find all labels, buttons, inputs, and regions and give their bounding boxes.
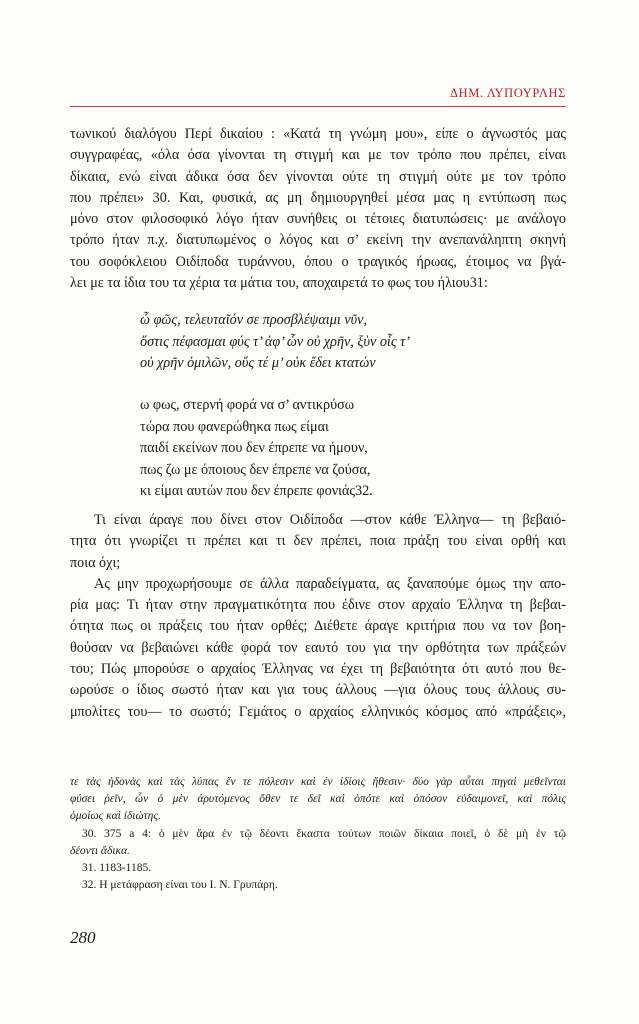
text-line: τητα ότι γνωρίζει τι πρέπει και τι δεν πρέπει, ποια πράξη του είναι ορθή και: [70, 533, 566, 550]
verse-line: ω φως, στερνή φορά να σ’ αντικρύσω: [140, 397, 355, 413]
text-line: ποια όχι;: [70, 554, 121, 571]
verse-line: ὦ φῶς, τελευταῖόν σε προσβλέψαιμι νῦν,: [140, 312, 368, 328]
verse-line: πως ζω με όποιους δεν έπρεπε να ζούσα,: [140, 461, 371, 478]
text-line: λει με τα ίδια του τα χέρια τα μάτια του, αποχαιρετά το φως του ήλιου31:: [70, 275, 488, 292]
text-line: μπολίτες του— το σωστό; Γεμάτος ο αρχαίος ελληνικός κόσμος από «πράξεις»,: [70, 703, 566, 720]
verse-line: κι είμαι αυτών που δεν έπρεπε φονιάς32.: [140, 483, 373, 499]
verse-line: τώρα που φανερώθηκα πως είμαι: [140, 418, 329, 435]
verse-line: ὅστις πέφασμαι φύς τ’ ἀφ’ ὧν οὐ χρῆν, ξὺν οἷς τ’: [140, 333, 410, 350]
footnotes: [70, 774, 566, 894]
text-line: ρία μας: Τι ήταν στην πραγματικότητα που έδινε στον αρχαίο Έλληνα τη βεβαι-: [70, 597, 566, 614]
footnote-32: 32. Η μετάφραση είναι του Ι. Ν. Γρυπάρη.: [82, 879, 278, 892]
text-line: συγγραφέας, «όλα όσα γίνονται τη στιγμή και με τον τρόπο που πρέπει, είναι: [70, 147, 566, 164]
page-number: 280: [70, 928, 96, 947]
text-line: που πρέπει» 30. Και, φυσικά, ας μη δημιουργηθεί μέσα μας η εντύπωση πως: [70, 189, 566, 206]
text-line: του σοφόκλειου Οιδίποδα τυράννου, όπου ο τραγικός ήρωας, έτοιμος να βγά-: [70, 253, 566, 270]
text-line: τρόπο ήταν π.χ. διατυπωμένος ο λόγος και σ’ εκείνη την ανεπανάληπτη σκηνή: [70, 232, 566, 249]
verse-line: παιδί εκείνων που δεν έπρεπε να ήμουν,: [140, 440, 368, 456]
greek-verse: [140, 310, 410, 375]
paragraph-1: [70, 124, 566, 294]
text-line: θούσαν να βεβαιώνει κάθε φορά τον εαυτό του για την ορθότητα των πράξεών: [70, 639, 566, 656]
footnote-31: 31. 1183-1185.: [82, 861, 152, 874]
footnote-line: ὁμοίως καὶ ἰδιώτης.: [70, 810, 161, 823]
text-line: δίκαια, ενώ είναι άδικα όσα δεν γίνονται ούτε τη στιγμή ούτε με τον τρόπο: [70, 168, 566, 185]
text-line: Ας μην προχωρήσουμε σε άλλα παραδείγματα, ας ξαναπούμε όμως την απο-: [94, 575, 566, 592]
paragraph-2: [70, 510, 566, 723]
text-line: ωρούσε ο ίδιος σωστό ήταν και για τους άλλους —για όλους τους άλλους συ-: [70, 682, 566, 699]
footnote-30: 30. 375 a 4: ὁ μὲν ἄρα ἐν τῷ δέοντι ἕκαστα τούτων ποιῶν δίκαια ποιεῖ, ὁ δὲ μὴ ἐν τῷ: [82, 827, 566, 840]
text-line: μόνο στον φιλοσοφικό λόγο ήταν συνήθεις οι τέτοιες διατυπώσεις· με ανάλογο: [70, 211, 566, 228]
text-line: του; Πώς μπορούσε ο αρχαίος Έλληνας να έχει τη βεβαιότητα ότι αυτό που θε-: [70, 661, 566, 678]
header-rule: [70, 106, 566, 107]
text-line: Τι είναι άραγε που δίνει στον Οιδίποδα —στον κάθε Έλληνα— τη βεβαιό-: [94, 512, 566, 528]
running-head: ΔΗΜ. ΛΥΠΟΥΡΛΗΣ: [450, 86, 566, 100]
footnote-line: τε τὰς ἡδονὰς καὶ τὰς λύπας ἔν τε πόλεσιν καὶ ἐν ἰδίοις ἤθεσιν· δύο γὰρ αὗται πηγαὶ μεθεῖνται: [70, 776, 566, 788]
verse-line: οὐ χρῆν ὁμιλῶν, οὕς τέ μ’ οὐκ ἔδει κτατών: [140, 355, 376, 371]
text-line: ότητα πως οι πράξεις του ήταν ορθές; Διέθετε άραγε κριτήρια που να τον βοη-: [70, 618, 566, 635]
footnote-line: δέοντι ἄδικα.: [70, 844, 130, 857]
verse-translation: [140, 395, 373, 503]
footnote-line: φύσει ῥεῖν, ὧν ὁ μὲν ἀρυτόμενος ὅθεν τε δεῖ καὶ ὁπότε καὶ ὁπόσον εὐδαιμονεῖ, καὶ πόλις: [70, 793, 566, 806]
text-line: τωνικού διαλόγου Περί δικαίου : «Κατά τη γνώμη μου», είπε ο άγνωστός μας: [70, 126, 566, 142]
